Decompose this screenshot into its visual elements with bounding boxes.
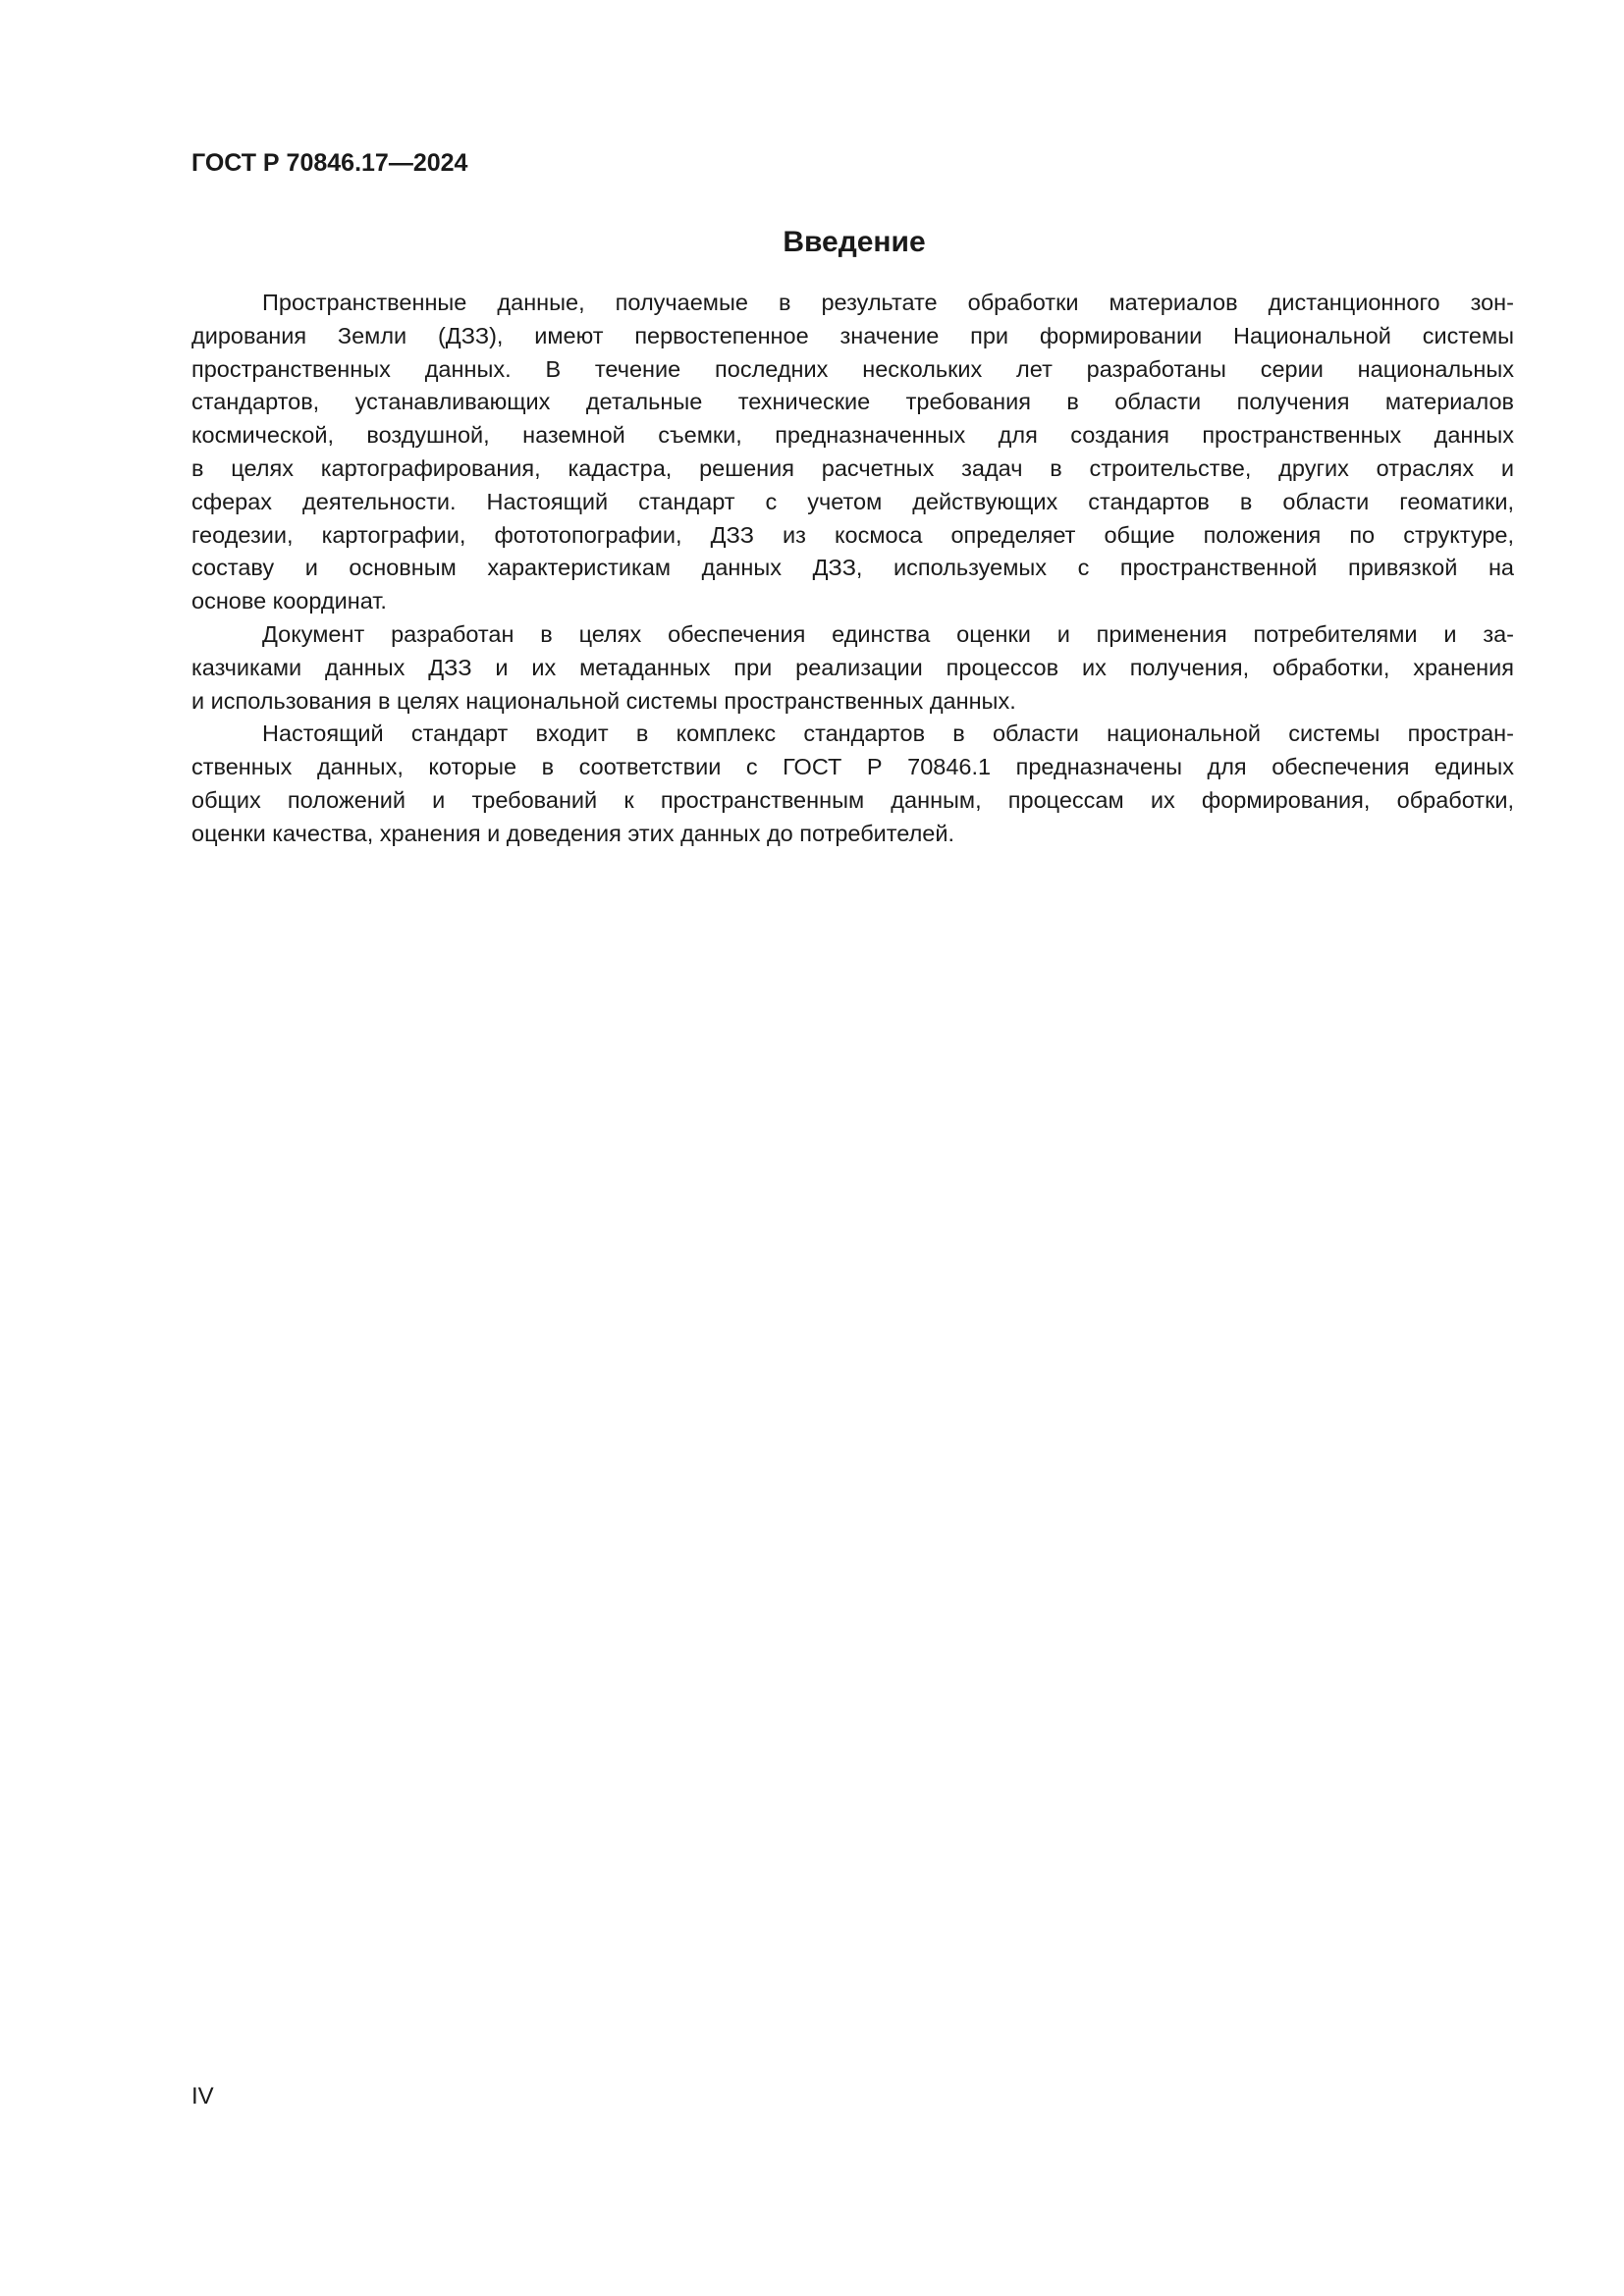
text-line: в целях картографирования, кадастра, решения расчетных задач в строительстве, других отраслях и xyxy=(191,454,1514,481)
text-line: стандартов, устанавливающих детальные технические требования в области получения материалов xyxy=(191,389,1514,415)
text-line: геодезии, картографии, фототопографии, ДЗЗ из космоса определяет общие положения по структуре, xyxy=(191,521,1514,548)
text-line: пространственных данных. В течение последних нескольких лет разработаны серии национальных xyxy=(191,355,1514,382)
text-line: Настоящий стандарт входит в комплекс стандартов в области национальной системы простран- xyxy=(262,721,1514,747)
text-line: сферах деятельности. Настоящий стандарт с учетом действующих стандартов в области геоматики, xyxy=(191,488,1514,514)
text-line: ственных данных, которые в соответствии с ГОСТ Р 70846.1 предназначены для обеспечения единых xyxy=(191,754,1514,780)
text-line: космической, воздушной, наземной съемки, предназначенных для создания пространственных данных xyxy=(191,422,1514,449)
text-line: и использования в целях национальной системы пространственных данных. xyxy=(191,687,1016,714)
page-number: IV xyxy=(191,2083,214,2109)
section-title: Введение xyxy=(783,226,926,258)
text-line: казчиками данных ДЗЗ и их метаданных при реализации процессов их получения, обработки, хранения xyxy=(191,654,1514,680)
document-header: ГОСТ Р 70846.17—2024 xyxy=(191,149,468,177)
text-line: Пространственные данные, получаемые в результате обработки материалов дистанционного зон- xyxy=(262,290,1514,315)
text-line: Документ разработан в целях обеспечения единства оценки и применения потребителями и за- xyxy=(262,620,1514,647)
text-line: составу и основным характеристикам данных ДЗЗ, используемых с пространственной привязкой на xyxy=(191,555,1514,581)
introduction-body xyxy=(191,287,1514,851)
text-line: основе координат. xyxy=(191,588,387,614)
text-line: общих положений и требований к пространственным данным, процессам их формирования, обработки, xyxy=(191,786,1514,813)
text-line: оценки качества, хранения и доведения этих данных до потребителей. xyxy=(191,820,955,846)
text-line: дирования Земли (ДЗЗ), имеют первостепенное значение при формировании Национальной системы xyxy=(191,322,1514,348)
